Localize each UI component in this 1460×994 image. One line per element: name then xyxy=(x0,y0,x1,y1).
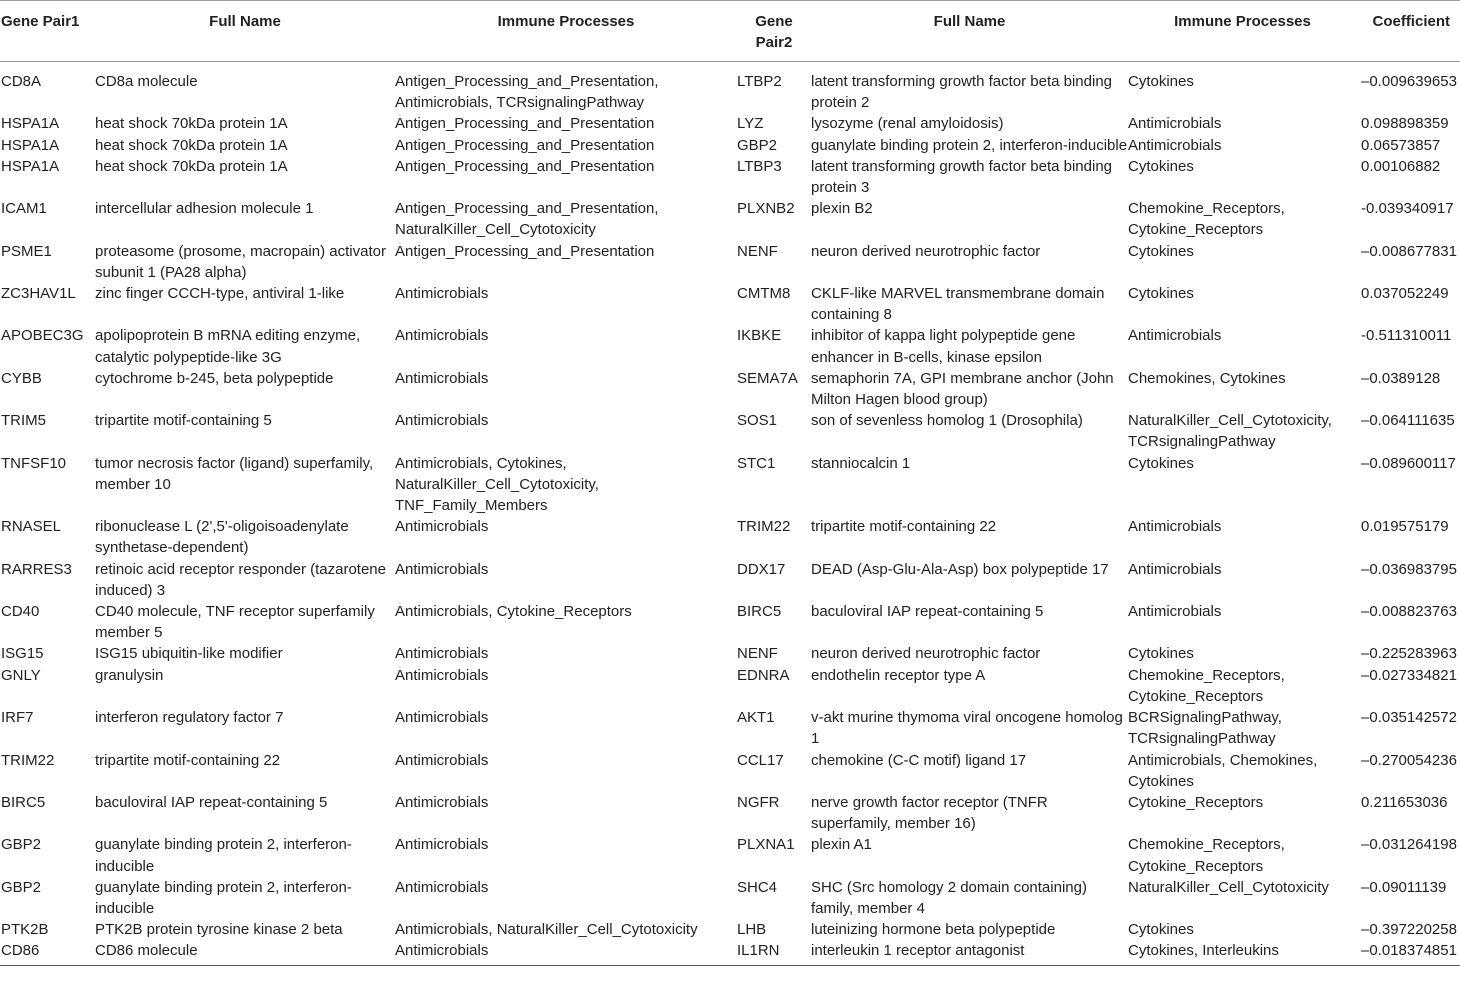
table-header xyxy=(0,1,1460,62)
full-name-2-cell: plexin B2 xyxy=(811,200,873,218)
immune-processes-2-cell: Cytokines xyxy=(1128,157,1194,175)
table-row xyxy=(0,135,1460,156)
full-name-2-cell: neuron derived neurotrophic factor xyxy=(811,242,1041,260)
coefficient-cell: 0.098898359 xyxy=(1361,115,1449,133)
gene-pair2-cell: PLXNB2 xyxy=(737,200,795,218)
gene-pair2-cell: LYZ xyxy=(737,115,764,133)
table-row xyxy=(0,707,1460,749)
gene-pair1-cell: HSPA1A xyxy=(1,115,60,133)
immune-processes-1-cell: Antimicrobials xyxy=(395,793,489,811)
full-name-1-cell: apolipoprotein B mRNA editing enzyme, catalytic polypeptide-like 3G xyxy=(95,327,361,366)
full-name-2-cell: latent transforming growth factor beta binding protein 3 xyxy=(811,157,1113,197)
gene-pair1-cell: IRF7 xyxy=(1,709,34,727)
full-name-1-cell: CD40 molecule, TNF receptor superfamily member 5 xyxy=(95,603,375,642)
gene-pair1-cell: GNLY xyxy=(1,666,41,684)
table-row xyxy=(0,919,1460,940)
gene-pair1-cell: APOBEC3G xyxy=(1,327,84,345)
full-name-1-cell: cytochrome b-245, beta polypeptide xyxy=(95,369,334,387)
full-name-2-cell: nerve growth factor receptor (TNFR superfamily, member 16) xyxy=(811,793,1048,833)
gene-pair1-cell: TNFSF10 xyxy=(1,454,67,472)
full-name-2-cell: interleukin 1 receptor antagonist xyxy=(811,942,1025,960)
full-name-2-cell: plexin A1 xyxy=(811,836,872,854)
coefficient-cell: –0.089600117 xyxy=(1361,454,1456,472)
table-row xyxy=(0,877,1460,919)
immune-processes-2-cell: Chemokines, Cytokines xyxy=(1128,369,1286,387)
gene-pair1-cell: CD40 xyxy=(1,603,40,621)
immune-processes-2-cell: Cytokine_Receptors xyxy=(1128,793,1264,811)
full-name-1-cell: heat shock 70kDa protein 1A xyxy=(95,115,288,133)
immune-processes-2-cell: Cytokines xyxy=(1128,73,1194,90)
gene-pair1-cell: ZC3HAV1L xyxy=(1,285,76,303)
immune-processes-2-cell: Antimicrobials, Chemokines, Cytokines xyxy=(1128,751,1318,790)
full-name-1-cell: tripartite motif-containing 22 xyxy=(95,751,281,769)
header-row xyxy=(0,1,1460,62)
immune-processes-1-cell: Antimicrobials xyxy=(395,942,489,960)
table-row xyxy=(0,940,1460,965)
full-name-2-cell: neuron derived neurotrophic factor xyxy=(811,645,1041,663)
gene-pair2-cell: IL1RN xyxy=(737,942,780,960)
header-gene-pair1: Gene Pair1 xyxy=(0,1,95,62)
header-coefficient: Coefficient xyxy=(1357,1,1460,62)
full-name-2-cell: stanniocalcin 1 xyxy=(811,454,911,472)
full-name-2-cell: tripartite motif-containing 22 xyxy=(811,518,997,536)
immune-processes-1-cell: Antimicrobials xyxy=(395,645,489,663)
full-name-1-cell: ISG15 ubiquitin-like modifier xyxy=(95,645,283,663)
full-name-2-cell: baculoviral IAP repeat-containing 5 xyxy=(811,603,1044,621)
coefficient-cell: –0.09011139 xyxy=(1361,878,1447,896)
immune-processes-2-cell: NaturalKiller_Cell_Cytotoxicity xyxy=(1128,878,1329,896)
immune-processes-2-cell: Antimicrobials xyxy=(1128,136,1222,154)
full-name-2-cell: CKLF-like MARVEL transmembrane domain containing 8 xyxy=(811,285,1105,324)
full-name-2-cell: v-akt murine thymoma viral oncogene homolog 1 xyxy=(811,709,1123,748)
table-row xyxy=(0,113,1460,134)
gene-pair1-cell: ICAM1 xyxy=(1,200,47,218)
coefficient-cell: –0.225283963 xyxy=(1361,645,1457,663)
immune-processes-1-cell: Antigen_Processing_and_Presentation, NaturalKiller_Cell_Cytotoxicity xyxy=(395,200,659,239)
table-row xyxy=(0,665,1460,707)
gene-pair1-cell: TRIM22 xyxy=(1,751,55,769)
immune-processes-1-cell: Antimicrobials xyxy=(395,878,489,896)
table-row xyxy=(0,241,1460,283)
immune-processes-2-cell: Chemokine_Receptors, Cytokine_Receptors xyxy=(1128,836,1285,875)
coefficient-cell: –0.008677831 xyxy=(1361,242,1457,260)
full-name-1-cell: PTK2B protein tyrosine kinase 2 beta xyxy=(95,921,343,939)
immune-processes-1-cell: Antimicrobials xyxy=(395,560,489,578)
table-row xyxy=(0,750,1460,792)
table-row xyxy=(0,198,1460,240)
gene-pair1-cell: RNASEL xyxy=(1,518,62,536)
table-row xyxy=(0,325,1460,367)
immune-processes-1-cell: Antimicrobials xyxy=(395,285,489,303)
immune-processes-2-cell: Antimicrobials xyxy=(1128,518,1222,536)
header-immune-processes-2: Immune Processes xyxy=(1128,1,1357,62)
table-row xyxy=(0,453,1460,517)
coefficient-cell: –0.036983795 xyxy=(1361,560,1457,578)
coefficient-cell: 0.037052249 xyxy=(1361,285,1449,303)
gene-pair2-cell: IKBKE xyxy=(737,327,782,345)
immune-processes-2-cell: BCRSignalingPathway, TCRsignalingPathway xyxy=(1128,709,1282,748)
gene-pair2-cell: EDNRA xyxy=(737,666,790,684)
coefficient-cell: –0.064111635 xyxy=(1361,412,1455,430)
full-name-2-cell: latent transforming growth factor beta binding protein 2 xyxy=(811,73,1113,112)
full-name-1-cell: granulysin xyxy=(95,666,164,684)
coefficient-cell: –0.0389128 xyxy=(1361,369,1441,387)
immune-processes-1-cell: Antimicrobials xyxy=(395,666,489,684)
coefficient-cell: 0.019575179 xyxy=(1361,518,1449,536)
full-name-2-cell: luteinizing hormone beta polypeptide xyxy=(811,921,1056,939)
coefficient-cell: –0.009639653 xyxy=(1361,73,1457,90)
immune-processes-2-cell: Antimicrobials xyxy=(1128,603,1222,621)
table-row xyxy=(0,410,1460,452)
immune-processes-1-cell: Antimicrobials, Cytokines, NaturalKiller_Cell_Cytotoxicity, TNF_Family_Members xyxy=(395,454,599,515)
immune-processes-1-cell: Antigen_Processing_and_Presentation xyxy=(395,136,655,154)
coefficient-cell: 0.06573857 xyxy=(1361,136,1441,154)
full-name-1-cell: interferon regulatory factor 7 xyxy=(95,709,284,727)
immune-processes-1-cell: Antigen_Processing_and_Presentation xyxy=(395,157,655,175)
gene-pair2-cell: PLXNA1 xyxy=(737,836,795,854)
gene-pair1-cell: PSME1 xyxy=(1,242,52,260)
coefficient-cell: -0.511310011 xyxy=(1361,327,1452,345)
immune-processes-1-cell: Antimicrobials, NaturalKiller_Cell_Cytotoxicity xyxy=(395,921,698,939)
table-row xyxy=(0,62,1460,114)
table-row xyxy=(0,156,1460,198)
immune-processes-1-cell: Antimicrobials, Cytokine_Receptors xyxy=(395,603,632,621)
full-name-1-cell: guanylate binding protein 2, interferon-inducible xyxy=(95,836,352,875)
immune-processes-2-cell: Cytokines xyxy=(1128,921,1194,939)
header-full-name-1: Full Name xyxy=(95,1,395,62)
gene-pair2-cell: SHC4 xyxy=(737,878,778,896)
immune-processes-2-cell: Antimicrobials xyxy=(1128,115,1222,133)
full-name-2-cell: lysozyme (renal amyloidosis) xyxy=(811,115,1004,133)
coefficient-cell: -0.039340917 xyxy=(1361,200,1454,218)
immune-processes-2-cell: Cytokines xyxy=(1128,242,1194,260)
full-name-1-cell: guanylate binding protein 2, interferon-inducible xyxy=(95,878,352,917)
gene-pair1-cell: GBP2 xyxy=(1,878,42,896)
immune-processes-2-cell: NaturalKiller_Cell_Cytotoxicity, TCRsignalingPathway xyxy=(1128,412,1332,451)
coefficient-cell: 0.211653036 xyxy=(1361,793,1448,811)
header-gene-pair2: Gene Pair2 xyxy=(737,1,811,62)
full-name-2-cell: semaphorin 7A, GPI membrane anchor (John Milton Hagen blood group) xyxy=(811,369,1114,409)
gene-pair2-cell: SOS1 xyxy=(737,412,778,430)
coefficient-cell: 0.00106882 xyxy=(1361,157,1441,175)
gene-pair1-cell: CD8A xyxy=(1,73,42,90)
full-name-2-cell: SHC (Src homology 2 domain containing) family, member 4 xyxy=(811,878,1087,917)
gene-pair1-cell: GBP2 xyxy=(1,836,42,854)
full-name-1-cell: baculoviral IAP repeat-containing 5 xyxy=(95,793,328,811)
table-row xyxy=(0,792,1460,834)
table-row xyxy=(0,834,1460,876)
table-row xyxy=(0,516,1460,558)
gene-pair2-cell: DDX17 xyxy=(737,560,786,578)
gene-pair2-cell: LHB xyxy=(737,921,767,939)
immune-processes-1-cell: Antimicrobials xyxy=(395,836,489,854)
full-name-1-cell: CD86 molecule xyxy=(95,942,198,960)
gene-pair2-cell: NGFR xyxy=(737,793,780,811)
gene-pair1-cell: ISG15 xyxy=(1,645,44,663)
table-row xyxy=(0,643,1460,664)
full-name-1-cell: tumor necrosis factor (ligand) superfamily, member 10 xyxy=(95,454,374,493)
immune-processes-1-cell: Antimicrobials xyxy=(395,327,489,345)
full-name-2-cell: endothelin receptor type A xyxy=(811,666,986,684)
gene-pair2-cell: LTBP2 xyxy=(737,73,782,90)
gene-pair2-cell: LTBP3 xyxy=(737,157,782,175)
full-name-2-cell: guanylate binding protein 2, interferon-inducible xyxy=(811,136,1128,154)
coefficient-cell: –0.397220258 xyxy=(1361,921,1457,939)
immune-processes-2-cell: Antimicrobials xyxy=(1128,327,1222,345)
coefficient-cell: –0.008823763 xyxy=(1361,603,1457,621)
gene-pair1-cell: HSPA1A xyxy=(1,136,60,154)
gene-pair2-cell: SEMA7A xyxy=(737,369,798,387)
immune-processes-1-cell: Antigen_Processing_and_Presentation, Antimicrobials, TCRsignalingPathway xyxy=(395,73,659,112)
immune-processes-2-cell: Chemokine_Receptors, Cytokine_Receptors xyxy=(1128,666,1285,705)
gene-pair2-cell: BIRC5 xyxy=(737,603,782,621)
coefficient-cell: –0.027334821 xyxy=(1361,666,1457,684)
gene-pair2-cell: STC1 xyxy=(737,454,776,472)
full-name-2-cell: DEAD (Asp-Glu-Ala-Asp) box polypeptide 17 xyxy=(811,560,1109,578)
gene-pair2-cell: AKT1 xyxy=(737,709,775,727)
gene-pair2-cell: NENF xyxy=(737,242,778,260)
immune-processes-1-cell: Antimicrobials xyxy=(395,518,489,536)
coefficient-cell: –0.270054236 xyxy=(1361,751,1457,769)
full-name-1-cell: ribonuclease L (2',5'-oligoisoadenylate synthetase-dependent) xyxy=(95,518,349,557)
gene-pair2-cell: CMTM8 xyxy=(737,285,791,303)
full-name-2-cell: inhibitor of kappa light polypeptide gene enhancer in B-cells, kinase epsilon xyxy=(811,327,1076,366)
coefficient-cell: –0.018374851 xyxy=(1361,942,1457,960)
gene-pair1-cell: HSPA1A xyxy=(1,157,60,175)
gene-pair2-cell: TRIM22 xyxy=(737,518,791,536)
immune-processes-2-cell: Cytokines, Interleukins xyxy=(1128,942,1279,960)
table-row xyxy=(0,283,1460,325)
table-body xyxy=(0,62,1460,966)
full-name-1-cell: proteasome (prosome, macropain) activator subunit 1 (PA28 alpha) xyxy=(95,242,386,281)
full-name-2-cell: chemokine (C-C motif) ligand 17 xyxy=(811,751,1027,769)
immune-processes-1-cell: Antimicrobials xyxy=(395,369,489,387)
immune-processes-1-cell: Antimicrobials xyxy=(395,709,489,727)
full-name-1-cell: retinoic acid receptor responder (tazarotene induced) 3 xyxy=(95,560,386,599)
full-name-1-cell: intercellular adhesion molecule 1 xyxy=(95,200,314,218)
full-name-1-cell: zinc finger CCCH-type, antiviral 1-like xyxy=(95,285,345,303)
gene-pair1-cell: TRIM5 xyxy=(1,412,46,430)
immune-processes-2-cell: Antimicrobials xyxy=(1128,560,1222,578)
gene-pair1-cell: RARRES3 xyxy=(1,560,72,578)
full-name-2-cell: son of sevenless homolog 1 (Drosophila) xyxy=(811,412,1083,430)
header-immune-processes-1: Immune Processes xyxy=(395,1,737,62)
full-name-1-cell: CD8a molecule xyxy=(95,73,198,90)
gene-pair1-cell: CD86 xyxy=(1,942,40,960)
gene-pair1-cell: PTK2B xyxy=(1,921,49,939)
table-row xyxy=(0,368,1460,410)
immune-processes-1-cell: Antigen_Processing_and_Presentation xyxy=(395,115,655,133)
immune-processes-2-cell: Cytokines xyxy=(1128,454,1194,472)
immune-processes-1-cell: Antimicrobials xyxy=(395,412,489,430)
immune-processes-1-cell: Antimicrobials xyxy=(395,751,489,769)
gene-pair1-cell: CYBB xyxy=(1,369,42,387)
gene-pair1-cell: BIRC5 xyxy=(1,793,46,811)
full-name-1-cell: heat shock 70kDa protein 1A xyxy=(95,157,288,175)
table-row xyxy=(0,559,1460,601)
immune-processes-2-cell: Cytokines xyxy=(1128,645,1194,663)
full-name-1-cell: heat shock 70kDa protein 1A xyxy=(95,136,288,154)
gene-pair2-cell: GBP2 xyxy=(737,136,778,154)
gene-pair2-cell: NENF xyxy=(737,645,778,663)
gene-pair2-cell: CCL17 xyxy=(737,751,784,769)
header-full-name-2: Full Name xyxy=(811,1,1128,62)
full-name-1-cell: tripartite motif-containing 5 xyxy=(95,412,272,430)
table-row xyxy=(0,601,1460,643)
immune-processes-1-cell: Antigen_Processing_and_Presentation xyxy=(395,242,655,260)
immune-processes-2-cell: Cytokines xyxy=(1128,285,1194,303)
coefficient-cell: –0.031264198 xyxy=(1361,836,1457,854)
coefficient-cell: –0.035142572 xyxy=(1361,709,1457,727)
immune-processes-2-cell: Chemokine_Receptors, Cytokine_Receptors xyxy=(1128,200,1285,239)
